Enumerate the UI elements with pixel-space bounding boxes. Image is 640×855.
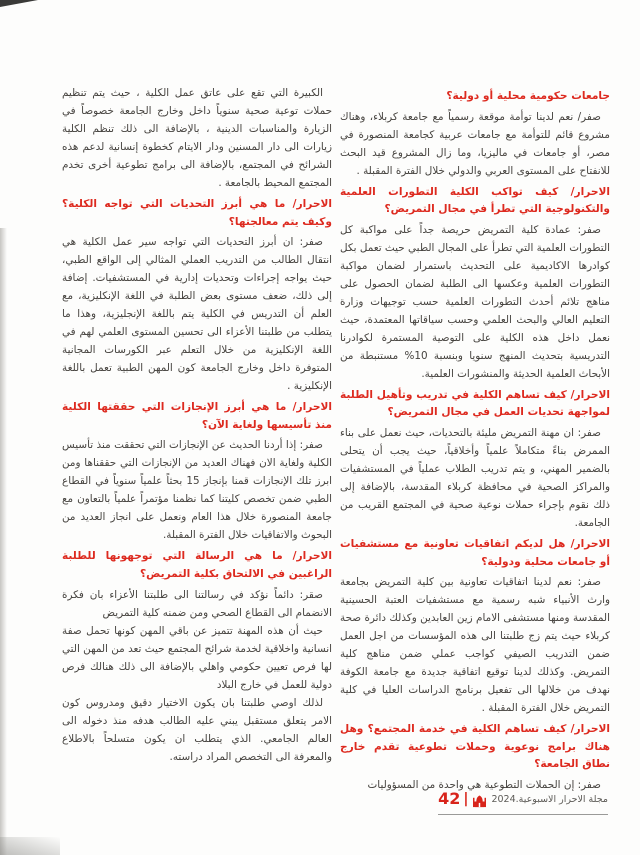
interview-answer: صفر: إن الحملات التطوعية هي واحدة من المسؤوليات xyxy=(367,778,601,791)
interview-answer: صفر: نعم لدينا اتفاقيات تعاونية بين كلية التمريض بجامعة وارث الأنبياء شبه رسمية مع مستشفيات العتبة الحسينية المقدسة ومنها مستشفى الامام زين العابدين وكذلك دائرة صحة كربلاء حيث يتم زج طلبتنا الى هذه المؤسسات من اجل العمل ضمن التدريب الصيفي كواجب عملي ضمن مناهج كلية التمريض. وكذلك لدينا توقيع اتفاقية جديدة مع جامعة الكوفة نهدف من خلالها الى تفعيل برنامج الدراسات العليا في كلية التمريض خلال الفترة المقبلة . xyxy=(340,576,610,715)
interview-question: الاحرار/ ما هي أبرز التحديات التي تواجه الكلية؟ وكيف يتم معالجتها؟ xyxy=(62,198,332,228)
interview-answer: صفر: ان مهنة التمريض مليئة بالتحديات، حيث نعمل على بناء الممرض بناءً متكاملاً علمياً وأخلاقياً، حيث يجب أن يتحلى بالضمير المهني، و يتم تدريب الطلاب عملياً في المستشفيات والمراكز الصحية في محافظة كربلاء المقدسة، بالإضافة إلى ذلك نقوم بإجراء حملات نوعية صحية في المجتمع القريب من الجامعة. xyxy=(340,426,610,529)
interview-question: الاحرار/ هل لديكم اتفاقيات تعاونية مع مستشفيات أو جامعات محلية ودولية؟ xyxy=(340,537,610,568)
interview-question: الاحرار/ كيف تواكب الكلية التطورات العلمية والتكنولوجية التي تطرأ في مجال التمريض؟ xyxy=(340,185,610,216)
scan-corner-mark-top xyxy=(0,0,38,7)
interview-answer: صفر: إذا أردنا الحديث عن الإنجازات التي تحققت منذ تأسيس الكلية ولغاية الان فهناك العديد من الإنجازات التي حققناها ومن ابرز تلك الإنجازات قمنا بإنجاز 15 بحثاً علمياً سنوياً في القطاع الطبي ضمن تخصص كليتنا كما نظمنا مؤتمراً علمياً بالتعاون مع جامعة المنصورة خلال هذا العام ونعمل على انجاز العديد من البحوث والاتفاقيات خلال الفترة المقبلة. xyxy=(62,439,332,542)
interview-question: الاحرار/ كيف تساهم الكلية في خدمة المجتمع؟ وهل هناك برامج نوعوية وحملات تطوعية تقدم خارج نطاق الجامعة؟ xyxy=(340,723,610,771)
column-left xyxy=(62,84,332,794)
scan-corner-shadow-bottom xyxy=(0,837,60,855)
interview-question: جامعات حكومية محلية أو دولية؟ xyxy=(446,90,610,102)
scan-edge-shadow xyxy=(0,228,7,855)
footer-separator: | xyxy=(463,791,469,807)
page-number: 42 xyxy=(438,789,461,808)
interview-answer: صقر: دائماً نؤكد في رسالتنا الى طلبتنا الأعزاء بان فكرة الانضمام الى القطاع الصحي ومن ضمنه كلية التمريض xyxy=(62,588,332,619)
interview-question: الاحرار/ ما هي الرسالة التي توجهونها للطلبة الراغبين في الالتحاق بكلية التمريض؟ xyxy=(62,550,332,580)
article-columns xyxy=(62,84,610,794)
interview-question: الاحرار/ كيف تساهم الكلية في تدريب وتأهيل الطلبة لمواجهة تحديات العمل في مجال التمريض؟ xyxy=(340,388,610,419)
interview-answer: لذلك اوصي طلبتنا بان يكون الاختيار دقيق ومدروس كون الامر يتعلق مستقبل يبني عليه الطالب هدفه منذ دخوله الى العالم الجامعي. الذي يتطلب ان يكون متسلحاً بالاطلاع والمعرفة الى التخصص المراد دراسته. xyxy=(62,696,332,763)
magazine-title: مجلة الاحرار الاسبوعية.2024 xyxy=(491,793,608,805)
column-right xyxy=(340,84,610,794)
interview-answer: صفر: ان أبرز التحديات التي تواجه سير عمل الكلية هي انتقال الطالب من التدريب العملي المثالي إلى الواقع الطبي، حيث يواجه إجراءات وتحديات إدارية في المستشفيات. إضافة إلى ذلك، ضعف مستوى بعض الطلبة في اللغة الإنكليزية، مع العلم أن التدريس في الكلية يتم باللغة الإنجليزية، وهذا ما يتطلب من طلبتنا الأعزاء الى تحسين المستوى العلمي لهم في اللغة الإنكليزية من خلال التعلم عبر الكورسات المجانية المتوفرة داخل وخارج الجامعة كون المهن الطبية تعمل باللغة الإنكليزية . xyxy=(62,236,332,393)
interview-question: الاحرار/ ما هي أبرز الإنجازات التي حققتها الكلية منذ تأسيسها ولغاية الآن؟ xyxy=(62,401,332,431)
interview-answer: الكبيرة التي تقع على عاتق عمل الكلية ، حيث يتم تنظيم حملات توعية صحية سنوياً داخل وخارج الجامعة خصوصاً في الزيارة والمناسبات الدينية ، بالإضافة الى ذلك تنظم الكلية زيارات الى دار المسنين ودار الايتام كخطوة إنسانية لدعم هذه الشرائح في المجتمع، بالإضافة الى برامج تطوعية أخرى تخدم المجتمع المحيط بالجامعة . xyxy=(62,87,332,189)
interview-answer: صفر/ نعم لدينا توأمة موقعة رسمياً مع جامعة كربلاء، وهناك مشروع قائم للتوأمة مع جامعات عربية كجامعة المنصورة في مصر، أو جامعات في ماليزيا، وما زال المشروع قيد البحث للانفتاح على المستوى العربي والدولي خلال الفترة المقبلة . xyxy=(340,110,610,177)
shrine-logo-icon xyxy=(473,793,486,806)
interview-answer: حيث أن هذه المهنة تتميز عن باقي المهن كونها تحمل صفة انسانية واخلاقية لخدمة شرائح المجتمع حيث تعد من المهن التي لها فرص تعيين حكومي واهلي بالإضافة الى ذلك هنالك فرص دولية للعمل في خارج البلاد xyxy=(62,624,332,691)
page-footer xyxy=(438,791,608,815)
interview-answer: صفر: عمادة كلية التمريض حريصة جداً على مواكبة كل التطورات العلمية التي تطرأ على المجال الطبي حيث تعمل بكل كوادرها الاكاديمية على التحديث باستمرار لضمان مواكبة التطورات العلمية وعكسها الى الطلبة لضمان الحصول على مناهج تلائم أحدث التطورات العلمية حسب توجيهات وزارة التعليم العالي والبحث العلمي وحسب سياقاتها المعتمدة، حيث نعمل داخل هذه الكلية على التوصية المستمرة لكوادرنا التدريسية بتحديث المنهج سنويا وبنسبة 10% مستنبطة من الأبحاث العلمية الحديثة والمنشورات العلمية. xyxy=(340,223,610,380)
